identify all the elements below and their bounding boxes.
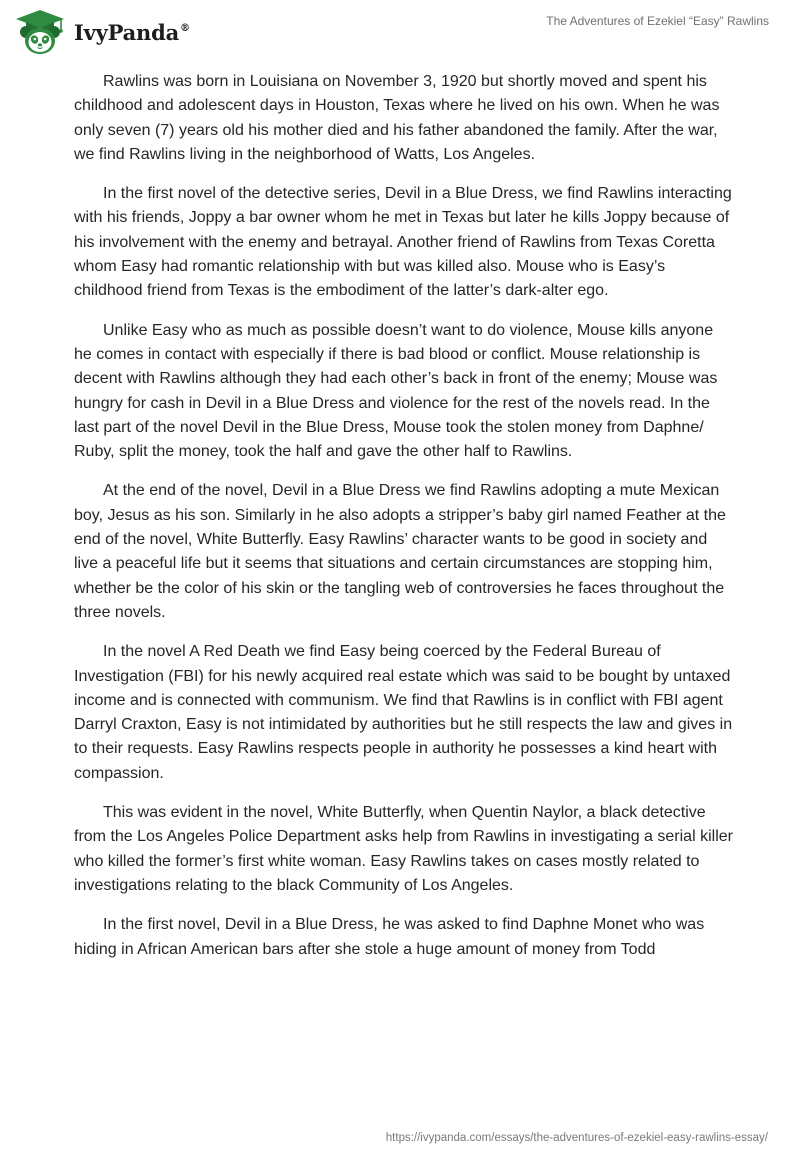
paragraph: In the first novel of the detective series, Devil in a Blue Dress, we find Rawlins interacting with his friends, Joppy a bar owner whom he met in Texas but later he kills Joppy because of his involvement with the enemy and betrayal. Another friend of Rawlins from Texas Coretta whom Easy had romantic relationship with but was killed also. Mouse who is Easy’s childhood friend from Texas is the embodiment of the latter’s dark-alter ego. (74, 185, 732, 300)
panda-graduate-icon (12, 8, 68, 56)
paragraph: Rawlins was born in Louisiana on November 3, 1920 but shortly moved and spent his childhood and adolescent days in Houston, Texas where he lived on his own. When he was only seven (7) years old his mother died and his father abandoned the family. After the war, we find Rawlins living in the neighborhood of Watts, Los Angeles. (74, 73, 720, 163)
paragraph: This was evident in the novel, White Butterfly, when Quentin Naylor, a black detective from the Los Angeles Police Department asks help from Rawlins in investigating a serial killer who killed the former’s first white woman. Easy Rawlins takes on cases mostly related to investigations relating to the black Community of Los Angeles. (74, 804, 733, 894)
page-header (0, 0, 800, 62)
paragraph: At the end of the novel, Devil in a Blue Dress we find Rawlins adopting a mute Mexican boy, Jesus as his son. Similarly in he also adopts a stripper’s baby girl named Feather at the end of the novel, White Butterfly. Easy Rawlins’ character wants to be good in society and live a peaceful life but it seems that situations and certain circumstances are stopping him, whether be the color of his skin or the tangling web of controversies he faces throughout the three novels. (74, 482, 726, 621)
registered-mark: ® (180, 22, 190, 34)
paragraph: In the first novel, Devil in a Blue Dress, he was asked to find Daphne Monet who was hiding in African American bars after she stole a huge amount of money from Todd (74, 916, 705, 958)
document-title: The Adventures of Ezekiel “Easy” Rawlins (546, 14, 769, 28)
source-url[interactable]: https://ivypanda.com/essays/the-adventures-of-ezekiel-easy-rawlins-essay/ (385, 1132, 768, 1144)
paragraph: Unlike Easy who as much as possible doesn’t want to do violence, Mouse kills anyone he comes in contact with especially if there is bad blood or conflict. Mouse relationship is decent with Rawlins although they had each other’s back in front of the enemy; Mouse was hungry for cash in Devil in a Blue Dress and violence for the rest of the novels read. In the last part of the novel Devil in the Blue Dress, Mouse took the stolen money from Daphne/ Ruby, split the money, took the half and gave the other half to Rawlins. (74, 321, 718, 461)
logo-text (74, 20, 190, 45)
brand-name: IvyPanda (74, 19, 180, 45)
ivypanda-logo[interactable] (12, 8, 190, 56)
essay-body (74, 70, 734, 977)
paragraph: In the novel A Red Death we find Easy being coerced by the Federal Bureau of Investigation (FBI) for his newly acquired real estate which was said to be bought by untaxed income and is connected with communism. We find that Rawlins is in conflict with FBI agent Darryl Craxton, Easy is not intimidated by authorities but he still respects the law and gives in to their requests. Easy Rawlins respects people in authority he possesses a kind heart with compassion. (74, 643, 733, 782)
